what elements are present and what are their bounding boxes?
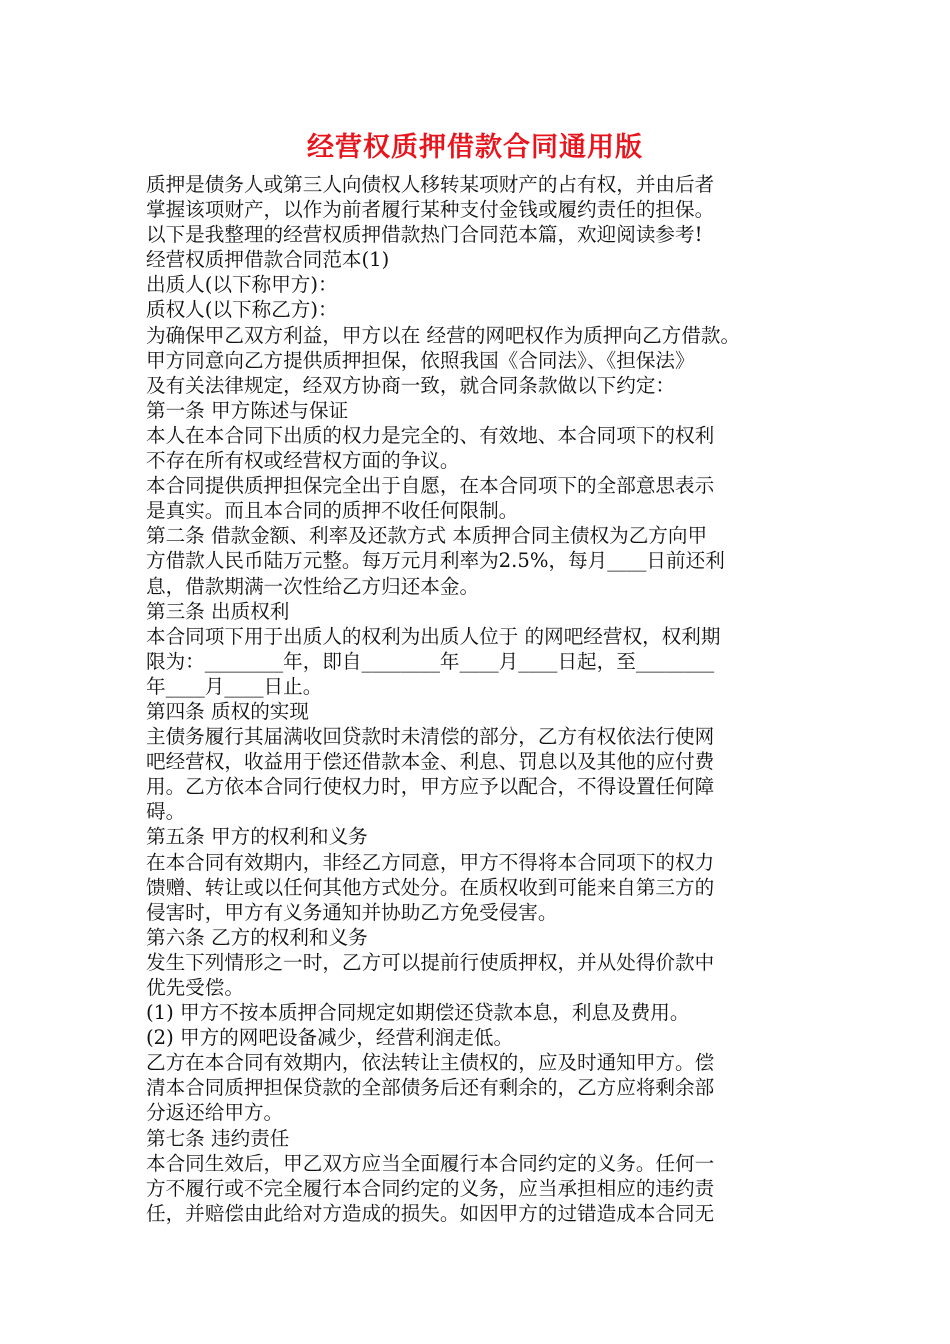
document-body [146,172,816,1226]
body-line: 第六条 乙方的权利和义务 [146,925,368,949]
body-line: (1) 甲方不按本质押合同规定如期偿还贷款本息，利息及费用。 [146,1001,690,1025]
body-line: 方不履行或不完全履行本合同约定的义务，应当承担相应的违约责 [146,1176,715,1200]
body-line: 清本合同质押担保贷款的全部债务后还有剩余的，乙方应将剩余部 [146,1076,715,1100]
body-line: 本合同项下用于出质人的权利为出质人位于 的网吧经营权，权利期 [146,624,721,648]
body-line: 本合同生效后，甲乙双方应当全面履行本合同约定的义务。任何一 [146,1151,715,1175]
body-line: 方借款人民币陆万元整。每万元月利率为2.5%，每月____日前还利 [146,549,725,573]
body-line: 本人在本合同下出质的权力是完全的、有效地、本合同项下的权利 [146,423,715,447]
body-line: 馈赠、转让或以任何其他方式处分。在质权收到可能来自第三方的 [146,875,715,899]
body-line: 优先受偿。 [146,976,244,999]
body-line: 第五条 甲方的权利和义务 [146,825,368,849]
body-line: 分返还给甲方。 [146,1101,284,1125]
body-line: 质权人(以下称乙方)： [146,298,338,322]
body-line: 年____月____日止。 [146,674,323,698]
body-line: 以下是我整理的经营权质押借款热门合同范本篇，欢迎阅读参考! [146,223,703,247]
body-line: 为确保甲乙双方利益，甲方以在 经营的网吧权作为质押向乙方借款。 [146,323,741,347]
body-line: 侵害时，甲方有义务通知并协助乙方免受侵害。 [146,900,558,924]
body-line: 发生下列情形之一时，乙方可以提前行使质押权，并从处得价款中 [146,950,715,974]
body-line: 息，借款期满一次性给乙方归还本金。 [146,574,480,598]
body-line: 吧经营权，收益用于偿还借款本金、利息、罚息以及其他的应付费 [146,750,715,774]
body-line: 限为：________年，即自________年____月____日起，至________ [146,649,715,673]
body-line: 不存在所有权或经营权方面的争议。 [146,449,460,473]
body-line: 第四条 质权的实现 [146,699,309,723]
body-line: 第二条 借款金额、利率及还款方式 本质押合同主债权为乙方向甲 [146,524,708,548]
body-line: 经营权质押借款合同范本(1) [146,248,390,272]
body-line: 任，并赔偿由此给对方造成的损失。如因甲方的过错造成本合同无 [146,1201,715,1225]
body-line: 第三条 出质权利 [146,599,290,623]
body-line: 碍。 [146,800,186,824]
body-line: (2) 甲方的网吧设备减少，经营利润走低。 [146,1026,514,1050]
body-line: 及有关法律规定，经双方协商一致，就合同条款做以下约定： [146,373,676,397]
document-title: 经营权质押借款合同通用版 [307,132,643,163]
body-line: 在本合同有效期内，非经乙方同意，甲方不得将本合同项下的权力 [146,850,715,874]
body-line: 主债务履行其届满收回贷款时未清偿的部分，乙方有权依法行使网 [146,725,715,749]
body-line: 掌握该项财产，以作为前者履行某种支付金钱或履约责任的担保。 [146,198,715,222]
body-line: 第一条 甲方陈述与保证 [146,398,349,422]
body-line: 出质人(以下称甲方)： [146,273,338,297]
body-line: 用。乙方依本合同行使权力时，甲方应予以配合，不得设置任何障 [146,775,715,799]
body-line: 是真实。而且本合同的质押不收任何限制。 [146,499,519,523]
body-line: 甲方同意向乙方提供质押担保，依照我国《合同法》、《担保法》 [146,348,695,372]
body-line: 乙方在本合同有效期内，依法转让主债权的，应及时通知甲方。偿 [146,1051,715,1075]
body-line: 质押是债务人或第三人向债权人移转某项财产的占有权，并由后者 [146,173,715,196]
body-line: 本合同提供质押担保完全出于自愿，在本合同项下的全部意思表示 [146,474,715,498]
body-line: 第七条 违约责任 [146,1126,290,1150]
